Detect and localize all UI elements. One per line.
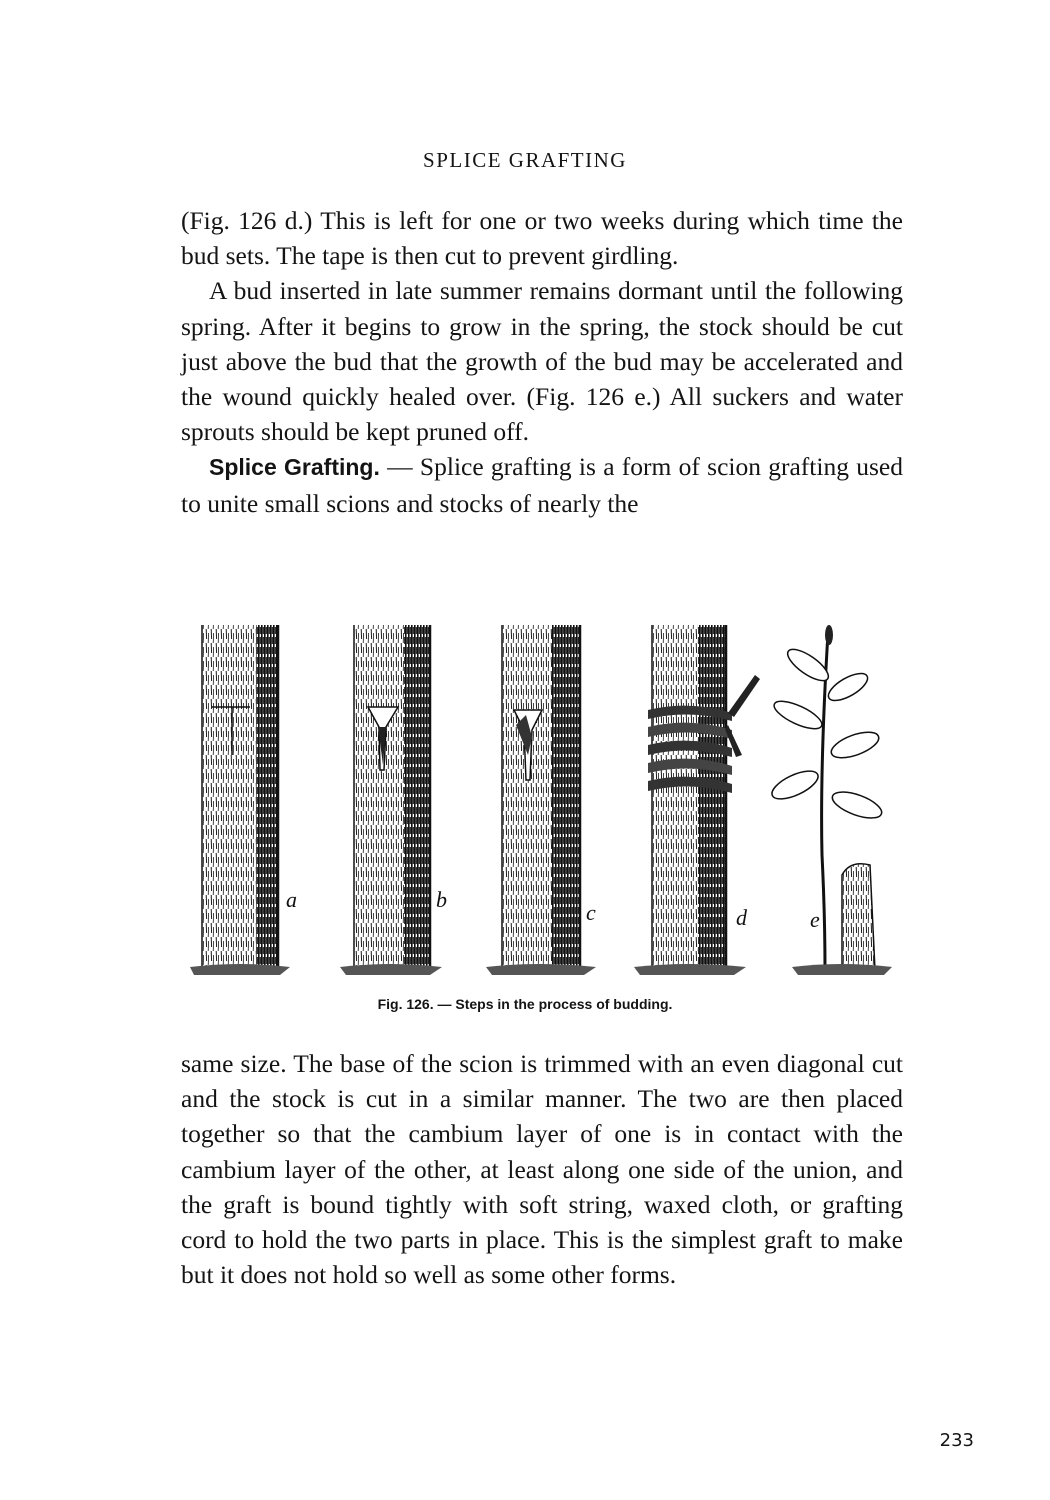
budding-illustration xyxy=(180,615,905,985)
panel-b-trunk xyxy=(340,625,442,975)
heading-dash: — xyxy=(379,452,420,482)
figure-caption: Fig. 126. — Steps in the process of budding. xyxy=(377,996,673,1012)
budding-figure xyxy=(180,615,905,985)
top-text-block xyxy=(181,203,903,521)
paragraph-dormant-bud: A bud inserted in late summer remains dormant until the following spring. After it begins to grow in the spring, the stock should be cut just above the bud that the growth of the bud may be accelerated and the wound quickly healed over. (Fig. 126 e.) All suckers and water sprouts should be kept pruned off. xyxy=(181,276,903,447)
panel-e-seedling xyxy=(768,625,892,975)
paragraph-fig-126-d: (Fig. 126 d.) This is left for one or two weeks during which time the bud sets. The tape is then cut to prevent girdling. xyxy=(181,206,903,271)
panel-a-trunk xyxy=(190,625,290,975)
panel-c-trunk xyxy=(486,625,596,975)
bottom-text-block xyxy=(181,1046,903,1292)
panel-label-b: b xyxy=(436,887,447,912)
panel-label-e: e xyxy=(810,907,820,932)
section-heading: Splice Grafting. xyxy=(209,454,380,481)
panel-label-a: a xyxy=(286,887,297,912)
panel-label-c: c xyxy=(586,900,596,925)
splice-text-start: Splice grafting is a form of scion grafting used to unite small scions and stocks of nearly the xyxy=(181,452,903,518)
panel-label-d: d xyxy=(736,905,747,930)
running-head: SPLICE GRAFTING xyxy=(423,148,627,172)
page-number: 233 xyxy=(939,1430,974,1451)
paragraph-splice-grafting xyxy=(181,449,903,520)
splice-text-continued: same size. The base of the scion is trimmed with an even diagonal cut and the stock is cut in a similar manner. The two are then placed together so that the cambium layer of one is in contact with the cambium layer of the other, at least along one side of the union, and the graft is bound tightly with soft string, waxed cloth, or grafting cord to hold the two parts in place. This is the simplest graft to make but it does not hold so well as some other forms. xyxy=(181,1049,903,1290)
